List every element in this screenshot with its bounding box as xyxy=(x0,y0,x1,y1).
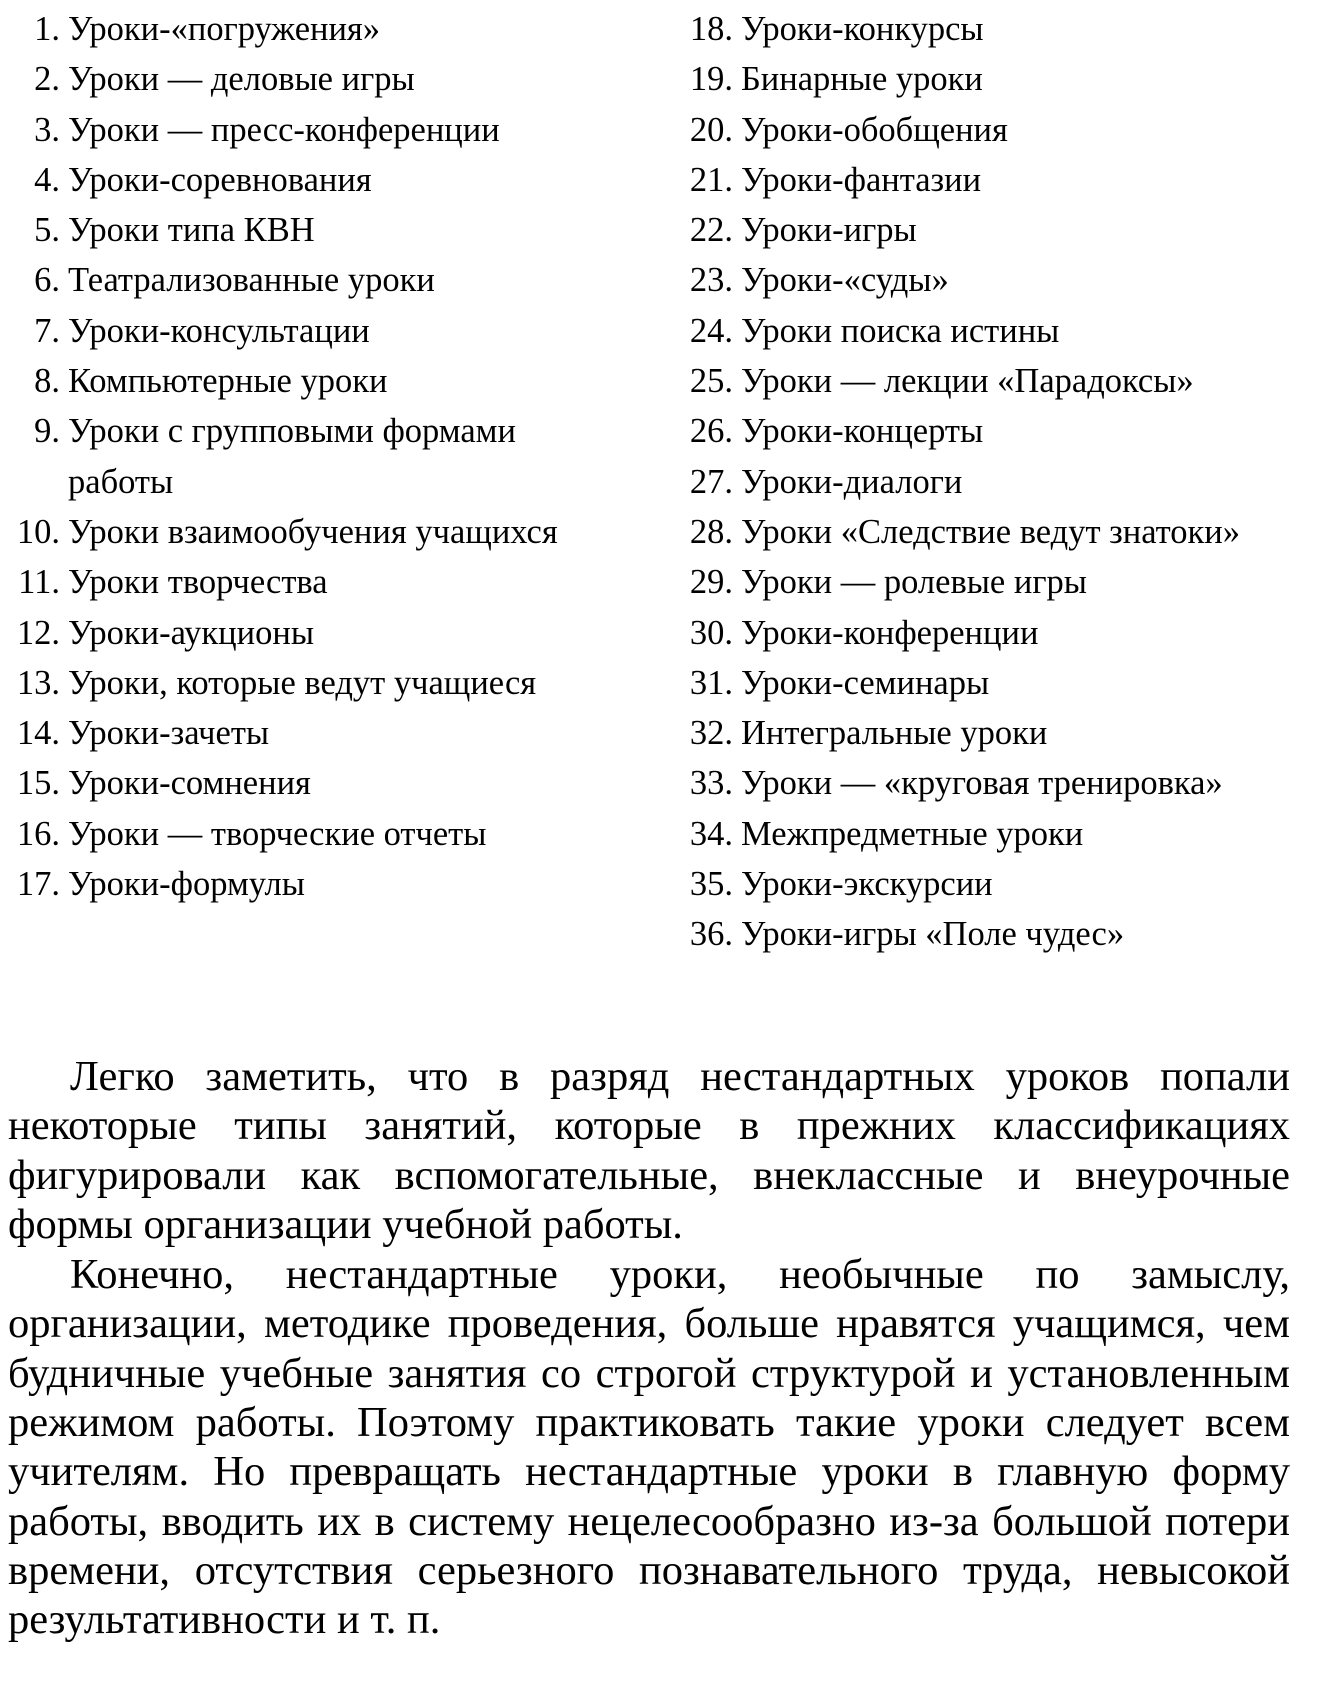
item-text: Уроки-концерты xyxy=(741,412,984,451)
body-text xyxy=(8,1052,1290,1646)
item-text: Уроки-«суды» xyxy=(741,261,949,300)
item-number: 15. xyxy=(16,764,60,803)
item-number: 11. xyxy=(18,563,60,602)
item-number: 35. xyxy=(689,865,733,904)
item-number: 21. xyxy=(689,160,733,199)
item-number: 27. xyxy=(689,462,733,501)
list-item xyxy=(0,708,1328,758)
list-item xyxy=(0,205,1328,255)
item-number: 24. xyxy=(689,311,733,350)
item-number: 28. xyxy=(689,512,733,551)
item-number: 30. xyxy=(689,613,733,652)
item-number: 23. xyxy=(689,261,733,300)
list-item xyxy=(0,457,1328,507)
item-text: Уроки «Следствие ведут знатоки» xyxy=(741,512,1241,551)
item-number: 2. xyxy=(34,60,60,99)
item-text: Уроки-обобщения xyxy=(741,110,1008,149)
item-number: 22. xyxy=(689,211,733,250)
item-text: Уроки — ролевые игры xyxy=(741,563,1087,602)
item-number: 19. xyxy=(689,60,733,99)
item-text: Интегральные уроки xyxy=(741,714,1048,753)
item-text: Театрализованные уроки xyxy=(68,261,435,300)
item-text: Уроки с групповыми формами работы xyxy=(68,412,516,501)
item-text: Уроки-конкурсы xyxy=(741,10,984,48)
item-text: Уроки-игры «Поле чудес» xyxy=(741,915,1125,954)
item-number: 9. xyxy=(34,412,60,451)
list-item xyxy=(0,105,1328,155)
item-text: Уроки-диалоги xyxy=(741,462,963,501)
item-number: 14. xyxy=(16,714,60,753)
item-number: 29. xyxy=(689,563,733,602)
item-text: Уроки-«погружения» xyxy=(68,10,381,48)
item-text: Уроки творчества xyxy=(68,563,328,602)
item-number: 32. xyxy=(689,714,733,753)
item-text: Уроки-конференции xyxy=(741,613,1039,652)
item-number: 12. xyxy=(16,613,60,652)
lesson-types-list xyxy=(0,4,1328,960)
item-number: 7. xyxy=(34,311,60,350)
item-text: Компьютерные уроки xyxy=(68,362,388,401)
item-number: 4. xyxy=(34,160,60,199)
item-text: Уроки-зачеты xyxy=(68,714,270,753)
item-number: 16. xyxy=(16,814,60,853)
list-item xyxy=(0,557,1328,607)
item-number: 34. xyxy=(689,814,733,853)
item-number: 31. xyxy=(689,663,733,702)
item-text: Уроки — пресс-конференции xyxy=(68,110,500,149)
item-text: Уроки-экскурсии xyxy=(741,865,993,904)
list-item xyxy=(0,909,1328,959)
item-text: Межпредметные уроки xyxy=(741,814,1084,853)
item-number: 17. xyxy=(16,865,60,904)
item-number: 33. xyxy=(689,764,733,803)
list-item xyxy=(0,608,1328,658)
item-text: Уроки, которые ведут учащиеся xyxy=(68,663,537,702)
list-item xyxy=(0,809,1328,859)
list-item xyxy=(0,507,1328,557)
item-text: Бинарные уроки xyxy=(741,60,983,99)
item-text: Уроки-аукционы xyxy=(68,613,314,652)
item-text: Уроки — деловые игры xyxy=(68,60,415,99)
item-number: 3. xyxy=(34,110,60,149)
list-item xyxy=(0,155,1328,205)
item-text: Уроки — творческие отчеты xyxy=(68,814,487,853)
item-number: 5. xyxy=(34,211,60,250)
item-text: Уроки-фантазии xyxy=(741,160,982,199)
item-number: 18. xyxy=(689,10,733,48)
item-number: 36. xyxy=(689,915,733,954)
list-item xyxy=(0,406,1328,456)
item-text: Уроки-консультации xyxy=(68,311,370,350)
item-number: 13. xyxy=(16,663,60,702)
item-number: 8. xyxy=(34,362,60,401)
list-item xyxy=(0,54,1328,104)
item-text: Уроки-семинары xyxy=(741,663,990,702)
list-item xyxy=(0,758,1328,808)
item-text: Уроки — «круговая тренировка» xyxy=(741,764,1223,803)
list-item xyxy=(0,306,1328,356)
item-number: 6. xyxy=(34,261,60,300)
item-number: 20. xyxy=(689,110,733,149)
item-text: Уроки поиска истины xyxy=(741,311,1060,350)
list-item xyxy=(0,255,1328,305)
item-number: 25. xyxy=(689,362,733,401)
list-item xyxy=(0,356,1328,406)
list-item xyxy=(0,4,1328,54)
item-text: Уроки-игры xyxy=(741,211,917,250)
item-text: Уроки взаимообучения учащихся xyxy=(68,512,558,551)
lesson-list-right-column xyxy=(667,4,1328,960)
item-text: Уроки-формулы xyxy=(68,865,305,904)
paragraph-nonstandard-lessons-assessment: Конечно, нестандартные уроки, необычные по замыслу, организации, методике проведения, больше нравятся учащимся, чем будничные учебные занятия со строгой структурой и установленным режимом работы. Поэтому практиковать такие уроки следует всем учителям. Но превращать нестандартные уроки в главную форму работы, вводить их в систему нецелесообразно из-за большой потери времени, отсутствия серьезного познавательного труда, невысокой результативности и т. п. xyxy=(8,1251,1290,1644)
paragraph-nonstandard-lessons-types: Легко заметить, что в разряд нестандартных уроков попали некоторые типы занятий, которые в прежних классификациях фигурировали как вспомогательные, внеклассные и внеурочные формы организации учебной работы. xyxy=(8,1053,1290,1248)
item-number: 10. xyxy=(16,512,60,551)
item-text: Уроки-сомнения xyxy=(68,764,311,803)
item-number: 1. xyxy=(34,10,60,48)
list-item xyxy=(0,859,1328,909)
list-item xyxy=(0,658,1328,708)
item-text: Уроки — лекции «Парадоксы» xyxy=(741,362,1194,401)
item-text: Уроки типа КВН xyxy=(68,211,315,250)
item-number: 26. xyxy=(689,412,733,451)
item-text: Уроки-соревнования xyxy=(68,160,372,199)
